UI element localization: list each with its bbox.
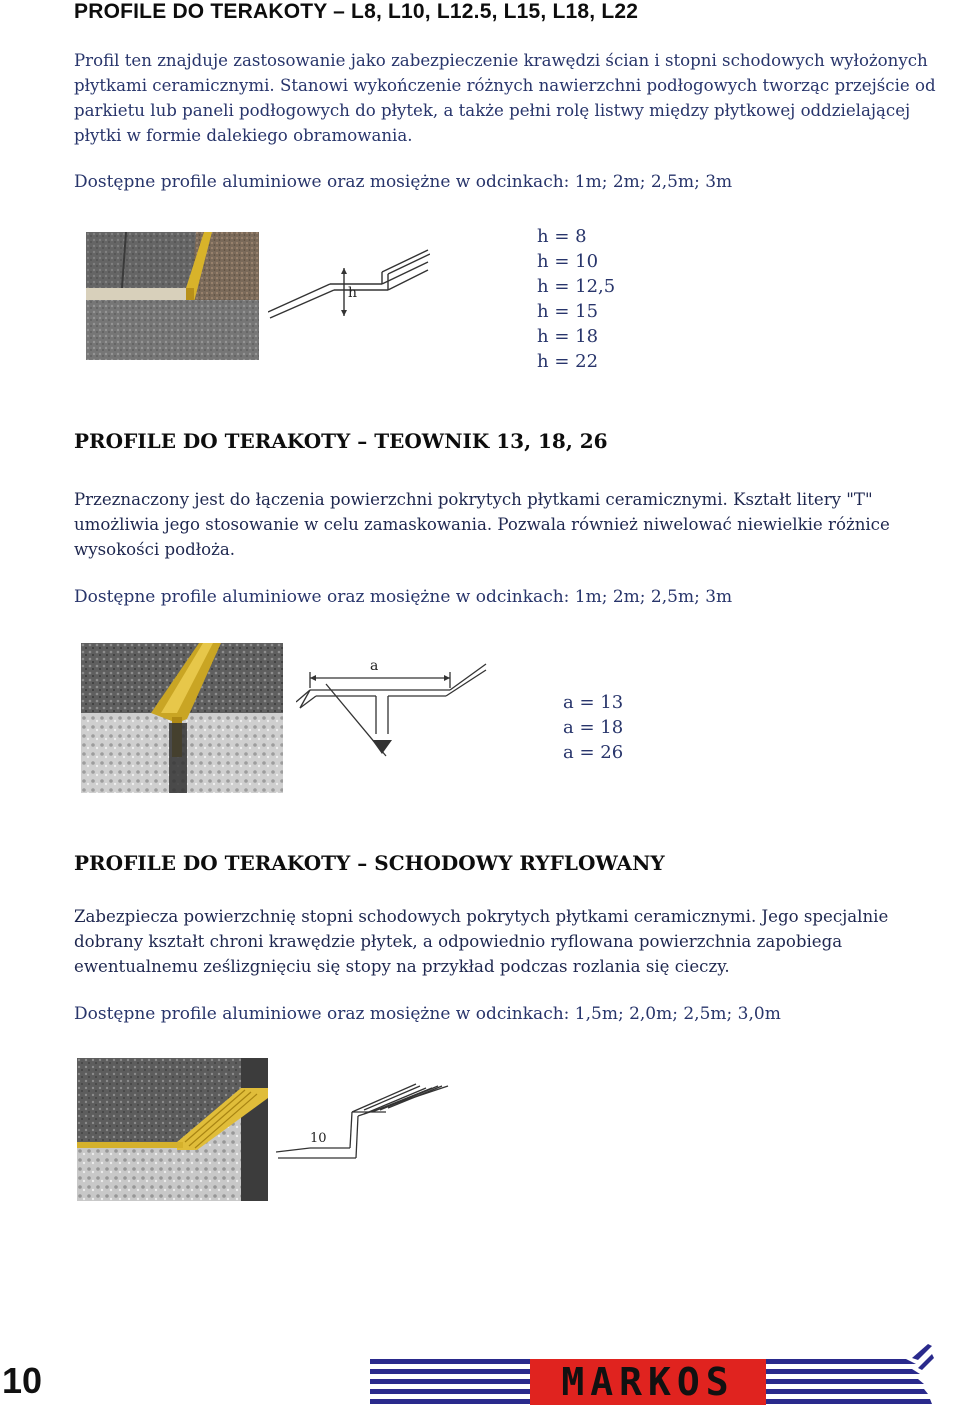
page-number: 10 — [2, 1360, 43, 1401]
size-item: h = 10 — [537, 251, 599, 272]
section1-description: Profil ten znajduje zastosowanie jako zabezpieczenie krawędzi ścian i stopni schodowych wyłożonych płytkami ceramicznymi. Stanowi wykończenie różnych nawierzchni podłogowych tworząc przejście od parkietu lub paneli podłogowych do płytek, a także pełni rolę listwy między płytkowej oddzielającej płytki w formie dalekiego obramowania. — [74, 51, 936, 145]
size-item: a = 13 — [563, 692, 624, 713]
t-profile-photo — [81, 643, 283, 793]
logo-stripes-left — [370, 1358, 530, 1406]
size-item: h = 8 — [537, 226, 587, 247]
section3-description: Zabezpiecza powierzchnię stopni schodowych pokrytych płytkami ceramicznymi. Jego specjalnie dobrany kształt chroni krawędzie płytek, a odpowiednio ryflowana powierzchnia zapobiega ewentualnemu ześlizgnięciu się stopy na przykład podczas rozlania się cieczy. — [74, 907, 889, 976]
l-profile-photo — [86, 232, 259, 360]
size-item: a = 18 — [563, 717, 624, 738]
section1-title: PROFILE DO TERAKOTY – L8, L10, L12.5, L15, L18, L22 — [74, 0, 639, 23]
stair-profile-diagram — [276, 1082, 450, 1162]
h-dimension-label: h — [348, 285, 358, 301]
a-dimension-label: a — [370, 658, 379, 674]
section3-title: PROFILE DO TERAKOTY – SCHODOWY RYFLOWANY — [74, 851, 665, 875]
section2-description: Przeznaczony jest do łączenia powierzchni pokrytych płytkami ceramicznymi. Kształt litery "T" umożliwia jego stosowanie w celu zamaskowania. Pozwala również niwelować niewielkie różnice wysokości podłoża. — [74, 490, 890, 559]
section2-sizes — [563, 690, 623, 765]
size-item: h = 18 — [537, 326, 599, 347]
size-item: a = 26 — [563, 742, 624, 763]
section2-availability: Dostępne profile aluminiowe oraz mosiężne w odcinkach: 1m; 2m; 2,5m; 3m — [74, 587, 733, 607]
size-item: h = 12,5 — [537, 276, 616, 297]
stair-dimension-label: 10 — [310, 1131, 327, 1146]
section3-availability: Dostępne profile aluminiowe oraz mosiężne w odcinkach: 1,5m; 2,0m; 2,5m; 3,0m — [74, 1004, 781, 1024]
stair-profile-photo — [77, 1058, 268, 1201]
l-profile-diagram — [268, 244, 430, 322]
size-item: h = 15 — [537, 301, 599, 322]
section1-sizes — [537, 224, 615, 374]
markos-logo — [530, 1359, 766, 1405]
t-profile-diagram — [296, 654, 488, 770]
section1-availability: Dostępne profile aluminiowe oraz mosiężne w odcinkach: 1m; 2m; 2,5m; 3m — [74, 172, 733, 192]
section2-title: PROFILE DO TERAKOTY – TEOWNIK 13, 18, 26 — [74, 429, 608, 453]
size-item: h = 22 — [537, 351, 599, 372]
logo-text: MARKOS — [561, 1360, 735, 1404]
logo-stripes-right — [766, 1344, 934, 1406]
